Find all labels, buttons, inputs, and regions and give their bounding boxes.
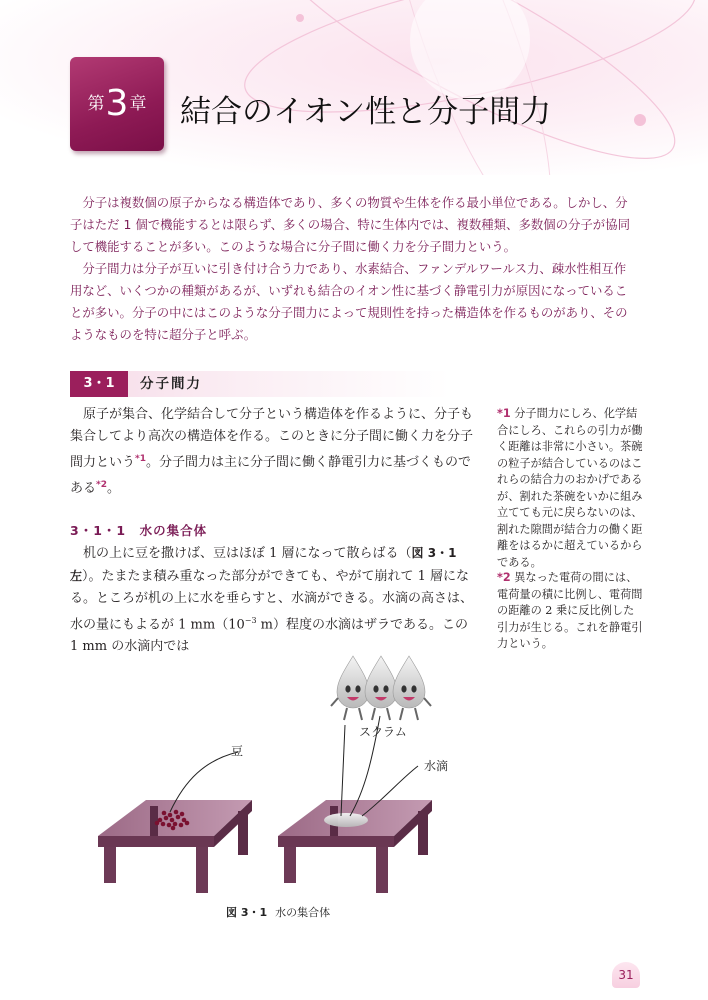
page-number: 31 [612, 962, 640, 988]
footnote-ref-1[interactable]: *1 [135, 454, 146, 464]
subsection-title: 3・1・1 水の集合体 [70, 523, 208, 538]
side-note-mark-1: *1 [497, 407, 511, 420]
figure-caption-number: 図 3・1 [226, 906, 268, 919]
side-note-mark-2: *2 [497, 571, 511, 584]
section-text-2: 。分子間力は主に分子間に働く静電引力に基づくものである [70, 455, 471, 496]
water-droplet [324, 813, 368, 827]
droplet-characters [331, 656, 431, 720]
subsection-text-2: ）。たまたま積み重なった部分ができても、やがて崩れて 1 層になる。ところが机の上に水を垂らすと、水滴ができる。水滴の高さは、水の量にもよるが 1 mm（10 [70, 569, 474, 633]
chapter-badge [70, 57, 164, 151]
footnote-ref-2[interactable]: *2 [96, 480, 107, 490]
chapter-label-post: 章 [129, 94, 147, 114]
subsection-text-3: m）程度の水滴はザラである。この 1 mm の水滴内では [70, 617, 468, 655]
subsection-text-1: 机の上に豆を撒けば、豆はほぼ 1 層になって散らばる（ [83, 546, 412, 561]
section-title: 分子間力 [140, 376, 202, 392]
side-note-text-1: 分子間力にしろ、化学結合にしろ、これらの引力が働く距離は非常に小さい。茶碗の粒子が結合しているのはこれらの結合力のおかげであるが、割れた茶碗をいかに組み立てても元に戻らないのは、割れた隙間が結合力の働く距離をはるかに超えているからである。 [497, 407, 643, 569]
chapter-label-pre: 第 [87, 94, 105, 114]
side-note-text-2: 異なった電荷の間には、電荷量の積に比例し、電荷間の距離の 2 乗に反比例した引力が生じる。これを静電引力という。 [497, 571, 643, 650]
chapter-intro [70, 192, 638, 346]
figure-reference[interactable]: 図 3・1 左 [70, 546, 457, 583]
chapter-title: 結合のイオン性と分子間力 [180, 94, 552, 130]
section-body [70, 404, 480, 500]
section-number: 3・1 [70, 371, 128, 397]
chapter-number: 3 [105, 83, 129, 124]
figure-water-aggregate [0, 640, 708, 940]
label-scrum: スクラム [359, 725, 407, 739]
exponent: −3 [244, 616, 257, 625]
section-paragraph [70, 404, 480, 500]
section-text-1: 原子が集合、化学結合して分子という構造体を作るように、分子も集合してより高次の構造体を作る。このときに分子間に働く力を分子間力という [70, 407, 474, 470]
side-note-1 [497, 406, 643, 571]
label-beans: 豆 [231, 744, 244, 758]
section-text-3: 。 [106, 481, 120, 496]
figure-caption [226, 904, 330, 920]
figure-caption-text: 水の集合体 [275, 906, 331, 919]
label-droplet: 水滴 [424, 759, 449, 773]
intro-paragraph-1: 分子は複数個の原子からなる構造体であり、多くの物質や生体を作る最小単位である。しかし、分子はただ 1 個で機能するとは限らず、多くの場合、特に生体内では、複数種類、多数個の分子が協同して機能することが多い。このような場合に分子間に働く力を分子間力という。 [70, 195, 630, 254]
intro-paragraph-2: 分子間力は分子が互いに引き付け合う力であり、水素結合、ファンデルワールス力、疎水性相互作用など、いくつかの種類があるが、いずれも結合のイオン性に基づく静電引力が原因になっていることが多い。分子の中にはこのような分子間力によって規則性を持った構造体を作るものがあり、そのようなものを特に超分子と呼ぶ。 [70, 261, 628, 342]
